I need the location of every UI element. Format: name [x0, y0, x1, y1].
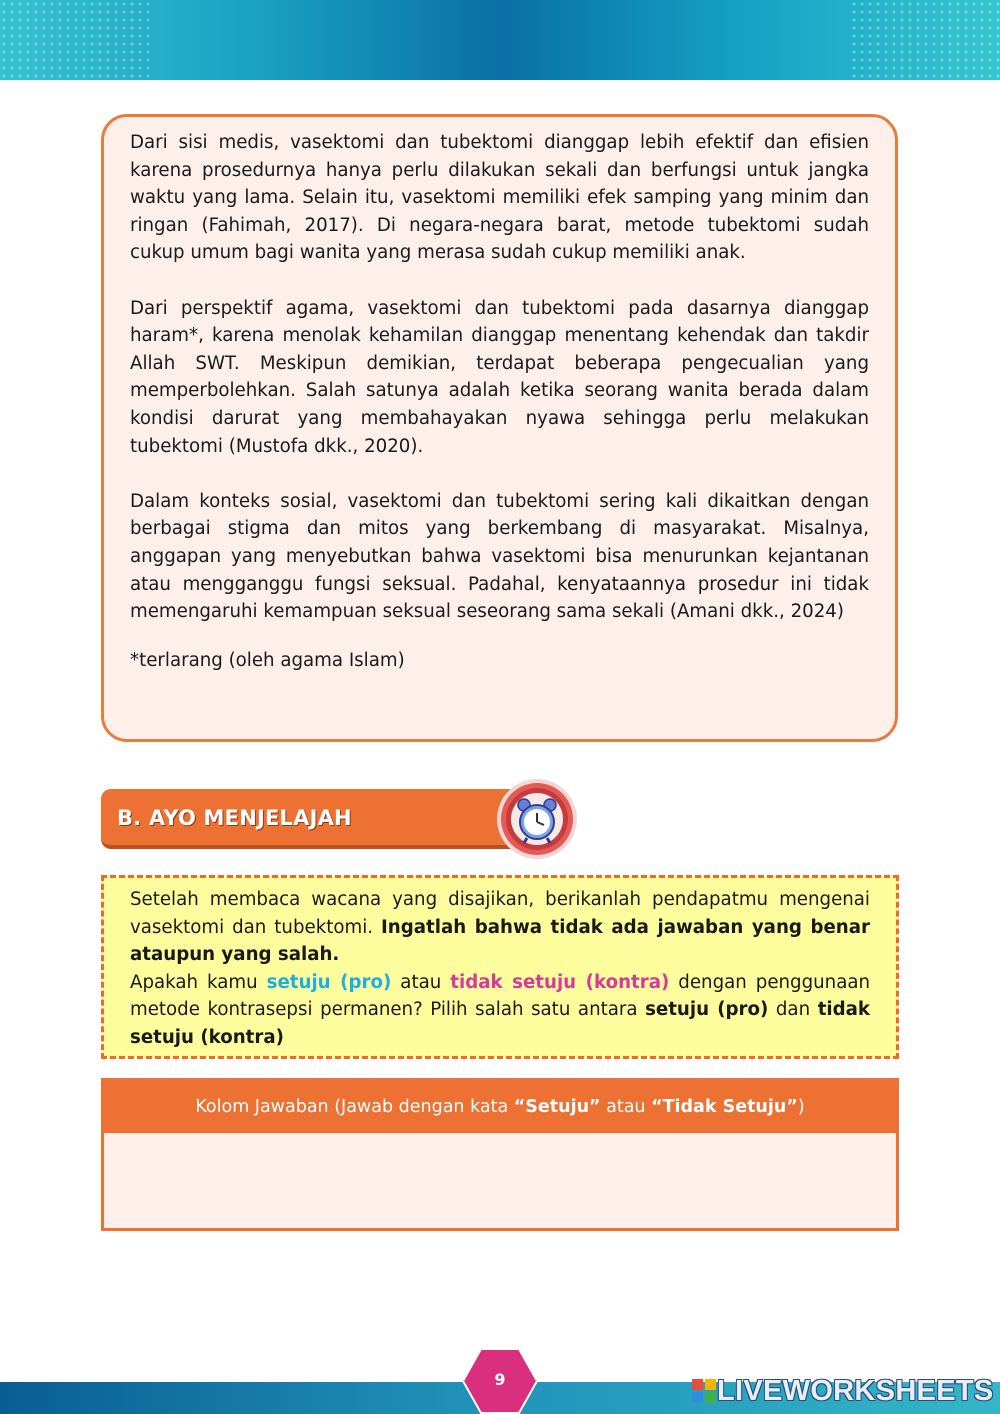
- top-banner: [0, 0, 1000, 80]
- answer-header: [104, 1081, 896, 1133]
- reading-paragraph-medis: Dari sisi medis, vasektomi dan tubektomi dianggap lebih efektif dan efisien karena prosedurnya hanya perlu dilakukan sekali dan berfungsi untuk jangka waktu yang lama. Selain itu, vasektomi memiliki efek samping yang minim dan ringan (Fahimah, 2017). Di negara-negara barat, metode tubektomi sudah cukup umum bagi wanita yang merasa sudah cukup memiliki anak.: [130, 132, 869, 264]
- question-or: atau: [391, 971, 451, 993]
- task-intro: Setelah membaca wacana yang disajikan, berikanlah pendapatmu mengenai vasektomi dan tubektomi.: [130, 889, 870, 938]
- dot-pattern-right: [850, 0, 1000, 80]
- choice-pro: setuju (pro): [645, 999, 769, 1021]
- dot-pattern-left: [0, 0, 150, 80]
- brand-grid-icon: [692, 1379, 716, 1403]
- answer-head-start: Kolom Jawaban (Jawab dengan kata: [195, 1097, 514, 1117]
- task-question: [130, 969, 870, 1052]
- task-instruction: [130, 886, 870, 969]
- answer-head-end: ): [797, 1097, 805, 1117]
- alarm-clock-icon: [496, 778, 578, 860]
- question-end: dengan penggunaan metode kontrasepsi permanen? Pilih salah satu antara: [130, 971, 871, 1021]
- liveworksheets-logo[interactable]: [692, 1374, 994, 1408]
- reading-paragraph-sosial: Dalam konteks sosial, vasektomi dan tubektomi sering kali dikaitkan dengan berbagai stigma dan mitos yang berkembang di masyarakat. Misalnya, anggapan yang menyebutkan bahwa vasektomi bisa menurunkan kejantanan atau mengganggu fungsi seksual. Padahal, kenyataannya prosedur ini tidak memengaruhi kemampuan seksual seseorang sama sekali (Amani dkk., 2024): [130, 490, 869, 623]
- reading-footnote: *terlarang (oleh agama Islam): [130, 649, 405, 671]
- reading-passage-box: [101, 114, 898, 742]
- page-number: 9: [494, 1370, 506, 1389]
- pro-label: setuju (pro): [266, 971, 392, 993]
- kontra-label: tidak setuju (kontra): [450, 971, 670, 993]
- reading-paragraph-agama: Dari perspektif agama, vasektomi dan tubektomi pada dasarnya dianggap haram*, karena menolak kehamilan dianggap menentang kehendak dan takdir Allah SWT. Meskipun demikian, terdapat beberapa pengecualian yang memperbolehkan. Salah satunya adalah ketika seorang wanita berada dalam kondisi darurat yang membahayakan nyawa sehingga perlu melakukan tubektomi (Mustofa dkk., 2020).: [130, 297, 869, 457]
- answer-head-or: atau: [600, 1097, 652, 1117]
- answer-table: [101, 1078, 899, 1231]
- answer-option-tidak-setuju: “Tidak Setuju”: [651, 1097, 798, 1117]
- question-start: Apakah kamu: [130, 971, 267, 993]
- brand-name: LIVEWORKSHEETS: [717, 1374, 994, 1407]
- answer-option-setuju: “Setuju”: [513, 1097, 601, 1117]
- task-instruction-box: [101, 875, 899, 1059]
- answer-input[interactable]: [104, 1133, 896, 1228]
- choice-kontra: tidak setuju (kontra): [130, 999, 871, 1048]
- task-reminder: Ingatlah bahwa tidak ada jawaban yang benar ataupun yang salah.: [130, 916, 870, 966]
- section-title: B. AYO MENJELAJAH: [101, 789, 535, 849]
- choice-and: dan: [768, 999, 818, 1021]
